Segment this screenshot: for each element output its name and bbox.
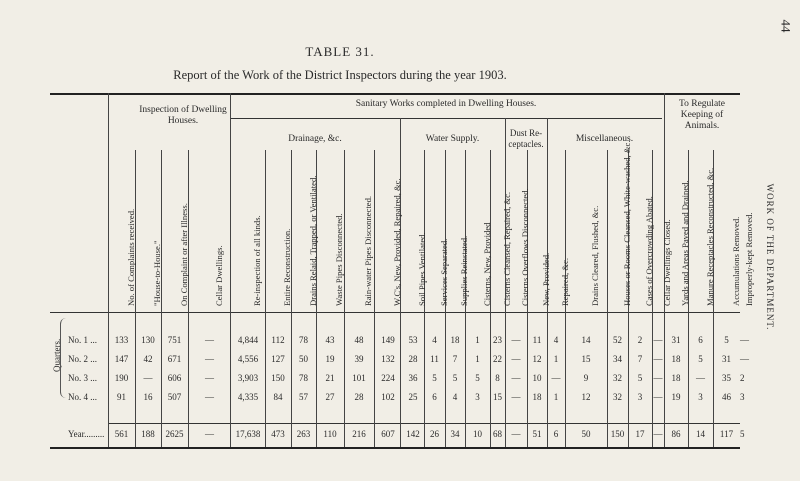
year-total-row-cell: 50 — [581, 429, 591, 439]
quarter-row-cell: 1 — [475, 354, 480, 364]
quarter-row-cell: 11 — [430, 354, 439, 364]
table-title: TABLE 31. — [305, 44, 375, 59]
quarter-row-cell: 15 — [493, 392, 502, 402]
quarter-row-cell: — — [511, 373, 521, 383]
year-total-row-cell: 14 — [696, 429, 705, 439]
year-total-row-cell: — — [205, 429, 214, 439]
quarter-row-cell: 4 — [432, 335, 437, 345]
year-total-row-cell: 2625 — [165, 429, 184, 439]
quarters-brace — [60, 318, 67, 398]
quarter-row-cell: 52 — [613, 335, 622, 345]
quarter-row-cell: 127 — [271, 354, 285, 364]
quarter-row-cell: 4 — [553, 335, 559, 345]
quarter-row-cell: 507 — [167, 392, 182, 402]
quarter-row-cell: 84 — [273, 392, 283, 402]
quarter-row-label: No. 3 ... — [68, 373, 97, 383]
year-total-row-cell: 26 — [430, 429, 439, 439]
quarter-row-cell: 102 — [381, 392, 395, 402]
quarter-row-cell: 751 — [167, 335, 182, 345]
quarter-row-cell: 27 — [325, 392, 335, 402]
year-total-row-cell: 263 — [296, 429, 311, 439]
quarter-row-cell: 22 — [493, 354, 502, 364]
quarter-row-cell: 4,844 — [237, 335, 259, 345]
quarter-row-cell: 18 — [671, 373, 681, 383]
running-head: WORK OF THE DEPARTMENT. — [765, 183, 775, 331]
quarter-row-cell: — — [653, 335, 663, 345]
quarter-row-cell: 150 — [271, 373, 285, 383]
year-total-row-cell: 17,638 — [235, 429, 261, 439]
quarter-row-cell: 53 — [408, 335, 418, 345]
quarter-row-cell: 4,556 — [237, 354, 259, 364]
column-header-label: Entire Reconstruction. — [282, 228, 292, 306]
quarter-row-cell: — — [696, 373, 705, 383]
quarter-row-cell: 10 — [532, 373, 542, 383]
quarter-row-cell: 149 — [381, 335, 395, 345]
column-header-label: Cellar Dwellings Closed. — [662, 219, 672, 306]
column-header-label: Drains Relaid, Trapped, or Ventilated. — [307, 175, 318, 306]
header-bottom-rule — [50, 312, 740, 313]
column-header-label: Services Separated. — [438, 238, 449, 306]
year-total-row-label: Year......... — [68, 429, 105, 439]
quarter-row-cell: — — [653, 373, 663, 383]
quarter-row-cell: 78 — [299, 373, 308, 383]
quarter-row-cell: 21 — [325, 373, 335, 383]
quarter-row-cell: 31 — [722, 354, 731, 364]
quarter-row-cell: 7 — [452, 354, 458, 364]
quarter-row-label: No. 2 ... — [68, 354, 97, 364]
quarter-row-cell: — — [205, 335, 214, 345]
quarter-row-cell: 18 — [671, 354, 681, 364]
quarter-row-cell: 39 — [354, 354, 364, 364]
quarter-row-label: No. 4 ... — [68, 392, 97, 402]
quarter-row-cell: 147 — [114, 354, 129, 364]
quarter-row-cell: 1 — [475, 335, 480, 345]
quarter-row-cell: — — [511, 335, 521, 345]
quarter-row-cell: 130 — [141, 335, 155, 345]
drainage-group-header: Drainage, &c. — [288, 134, 342, 144]
quarter-row-cell: 5 — [724, 335, 729, 345]
quarter-row-cell: 112 — [271, 335, 285, 345]
quarter-row-cell: 101 — [352, 373, 366, 383]
column-header-label: Rain-water Pipes Disconnected. — [363, 195, 373, 306]
quarter-row-cell: 28 — [354, 392, 364, 402]
quarter-row-cell: 6 — [432, 392, 437, 402]
column-header-label: "House-to-House." — [152, 240, 162, 306]
quarter-row-cell: 18 — [450, 335, 460, 345]
column-header-label: Accumulations Removed. — [730, 216, 741, 306]
page-number: 44 — [778, 19, 794, 33]
quarter-row-cell: 606 — [167, 373, 182, 383]
quarter-row-cell: — — [205, 373, 214, 383]
quarter-row-cell: 2 — [637, 335, 643, 345]
quarter-row-cell: 19 — [325, 354, 335, 364]
quarter-row-cell: — — [653, 392, 663, 402]
column-header-label: Repaired, &c. — [560, 258, 570, 306]
column-header-label: Improperly-kept Removed. — [744, 212, 754, 306]
quarter-row-cell: 15 — [581, 354, 591, 364]
year-total-row-cell: 68 — [493, 429, 502, 439]
quarter-row-cell: 9 — [583, 373, 589, 383]
year-total-row-cell: 117 — [719, 429, 734, 439]
quarter-row-cell: 42 — [143, 354, 153, 364]
year-total-row-cell: 188 — [141, 429, 155, 439]
quarter-row-cell: 57 — [299, 392, 308, 402]
year-total-row-cell: 142 — [406, 429, 420, 439]
column-header-label: Cisterns, New, Provided — [481, 222, 492, 306]
quarter-row-cell: 1 — [553, 354, 559, 364]
sanitary-group-header: Sanitary Works completed in Dwelling Houses. — [355, 99, 537, 109]
quarter-row-cell: 4,335 — [237, 392, 259, 402]
quarter-row-cell: 3 — [475, 392, 480, 402]
year-total-row-cell: 86 — [671, 429, 681, 439]
quarter-row-cell: — — [143, 373, 153, 383]
quarter-row-cell: 23 — [493, 335, 502, 345]
inspection-group-header: Inspection of Dwelling Houses. — [139, 105, 227, 126]
sanitary-header-rule — [230, 118, 662, 119]
quarter-row-cell: 18 — [532, 392, 542, 402]
misc-group-header: Miscellaneous. — [575, 134, 634, 144]
year-total-row-cell: — — [653, 429, 663, 439]
quarter-row-cell: 5 — [475, 373, 480, 383]
quarter-row-label: No. 1 ... — [68, 335, 97, 345]
column-header-label: Manure Receptacles Reconstructed, &c. — [704, 167, 715, 306]
quarter-row-cell: 32 — [613, 373, 622, 383]
quarter-row-cell: 19 — [671, 392, 681, 402]
table-bottom-rule — [50, 447, 740, 449]
quarter-row-cell: 132 — [381, 354, 395, 364]
quarter-row-cell: 5 — [452, 373, 458, 383]
year-total-row-cell: 10 — [473, 429, 482, 439]
column-header-label: Cisterns Overflows Disconnected. — [520, 188, 530, 306]
column-header-label: Cisterns Cleansed, Repaired, &c. — [501, 191, 512, 306]
quarter-row-cell: 190 — [114, 373, 129, 383]
quarter-row-cell: 78 — [299, 335, 308, 345]
quarter-row-cell: — — [511, 392, 521, 402]
quarter-row-cell: 16 — [143, 392, 153, 402]
quarter-row-cell: 5 — [698, 354, 703, 364]
quarter-row-cell: 43 — [325, 335, 335, 345]
year-total-row-cell: 17 — [635, 429, 645, 439]
column-header-label: Drains Cleared, Flushed, &c. — [590, 205, 600, 306]
column-header-label: Soil Pipes Ventilated. — [417, 232, 427, 306]
year-total-row-cell: 51 — [532, 429, 542, 439]
quarter-row-cell: 12 — [532, 354, 542, 364]
quarter-row-cell: 133 — [114, 335, 129, 345]
quarter-row-cell: 25 — [408, 392, 418, 402]
quarter-row-cell: 671 — [167, 354, 182, 364]
quarter-row-cell: 8 — [495, 373, 500, 383]
quarter-row-cell: — — [205, 354, 214, 364]
year-total-row-cell: 216 — [352, 429, 366, 439]
quarter-row-cell: 91 — [117, 392, 126, 402]
column-header-label: Cases of Overcrowding Abated. — [644, 196, 654, 306]
dust-group-header: Dust Re-ceptacles. — [508, 128, 544, 149]
quarter-row-cell: — — [205, 392, 214, 402]
year-total-row-cell: 150 — [610, 429, 625, 439]
column-header-label: No. of Complaints received. — [125, 208, 136, 306]
column-header-label: On Complaint or after Illness. — [178, 203, 189, 306]
quarter-row-cell: 32 — [613, 392, 622, 402]
year-total-row-cell: 110 — [323, 429, 337, 439]
quarter-row-cell: 6 — [698, 335, 703, 345]
quarter-row-cell: 35 — [722, 373, 731, 383]
quarter-row-cell: 5 — [432, 373, 437, 383]
column-header-label: W.C's, New, Provided, Repaired, &c. — [392, 178, 402, 306]
column-header-label: Waste Pipes Disconnected. — [334, 213, 344, 306]
animals-group-header: To Regulate Keeping of Animals. — [678, 99, 726, 131]
quarter-row-cell: 5 — [637, 373, 643, 383]
quarter-row-cell: 48 — [354, 335, 364, 345]
quarter-row-cell: 50 — [299, 354, 308, 364]
quarter-row-cell: 3 — [637, 392, 643, 402]
quarter-row-cell: — — [511, 354, 521, 364]
quarter-row-cell: 3 — [698, 392, 703, 402]
quarter-row-cell: — — [551, 373, 561, 383]
quarter-row-cell: — — [653, 354, 663, 364]
year-total-row-cell: 6 — [553, 429, 559, 439]
quarter-row-cell: 36 — [408, 373, 418, 383]
quarter-row-cell: 7 — [637, 354, 643, 364]
quarter-row-cell: 11 — [532, 335, 542, 345]
column-header-label: New, Provided. — [541, 252, 551, 306]
column-header-label: Houses or Rooms Cleansed, White-washed, &c. — [621, 140, 632, 306]
quarter-row-cell: 1 — [553, 392, 559, 402]
quarter-row-cell: 224 — [381, 373, 395, 383]
water-group-header: Water Supply. — [425, 134, 480, 144]
year-total-row-cell: 561 — [114, 429, 129, 439]
column-header-label: Cellar Dwellings. — [213, 245, 224, 306]
quarter-row-cell: 46 — [722, 392, 731, 402]
year-total-row-cell: 473 — [271, 429, 285, 439]
quarter-row-cell: 14 — [581, 335, 591, 345]
table-top-rule — [50, 93, 740, 95]
year-total-row-cell: — — [511, 429, 521, 439]
year-total-row-cell: 607 — [381, 429, 395, 439]
quarter-row-cell: 3,903 — [237, 373, 259, 383]
quarter-row-cell: 12 — [581, 392, 591, 402]
year-total-row-cell: 34 — [450, 429, 460, 439]
quarter-row-cell: 4 — [452, 392, 458, 402]
quarter-row-cell: 34 — [613, 354, 622, 364]
table-subtitle: Report of the Work of the District Inspectors during the year 1903. — [173, 68, 507, 82]
column-header-label: Yards and Areas Paved and Drained. — [680, 180, 690, 306]
quarter-row-cell: 31 — [671, 335, 681, 345]
column-header-label: Re-inspection of all kinds. — [252, 215, 262, 306]
quarter-row-cell: 28 — [408, 354, 418, 364]
column-header-label: Supplies Reinstated. — [459, 235, 469, 306]
